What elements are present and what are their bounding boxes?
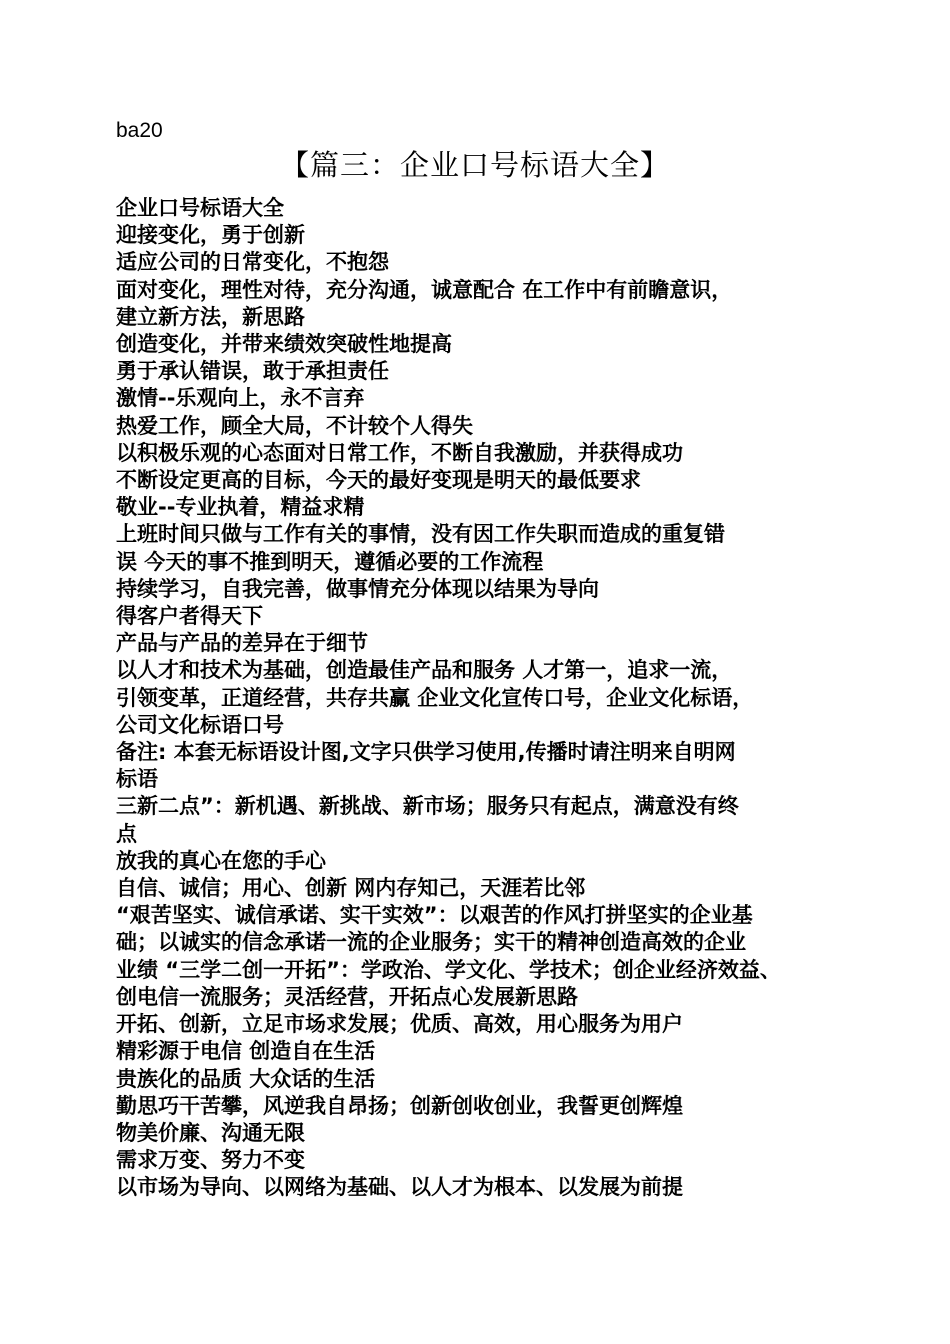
text-line: 以市场为导向、以网络为基础、以人才为根本、以发展为前提 bbox=[116, 1175, 683, 1200]
text-line: “艰苦坚实、诚信承诺、实干实效”：以艰苦的作风打拼坚实的企业基 bbox=[116, 903, 753, 928]
text-line: 敬业--专业执着，精益求精 bbox=[116, 495, 365, 520]
text-line: 业绩 “三学二创一开拓”：学政治、学文化、学技术；创企业经济效益、 bbox=[116, 957, 781, 982]
text-line: 企业口号标语大全 bbox=[116, 196, 284, 220]
text-line: 不断设定更高的目标，今天的最好变现是明天的最低要求 bbox=[116, 468, 641, 493]
text-line: 建立新方法，新思路 bbox=[116, 304, 305, 329]
text-line: 创造变化，并带来绩效突破性地提高 bbox=[116, 332, 452, 357]
text-line: 精彩源于电信 创造自在生活 bbox=[116, 1039, 376, 1064]
text-line: 面对变化，理性对待，充分沟通，诚意配合 在工作中有前瞻意识， bbox=[116, 277, 733, 302]
text-line: 需求万变、努力不变 bbox=[116, 1148, 305, 1173]
header-code: ba20 bbox=[116, 119, 163, 142]
text-line: 贵族化的品质 大众话的生活 bbox=[116, 1066, 376, 1091]
text-line: 产品与产品的差异在于细节 bbox=[116, 631, 368, 656]
text-line: 上班时间只做与工作有关的事情，没有因工作失职而造成的重复错 bbox=[116, 522, 725, 547]
text-line: 开拓、创新，立足市场求发展；优质、高效，用心服务为用户 bbox=[116, 1012, 683, 1037]
text-line: 适应公司的日常变化，不抱怨 bbox=[116, 250, 389, 275]
text-line: 以人才和技术为基础，创造最佳产品和服务 人才第一，追求一流， bbox=[116, 658, 733, 683]
text-line: 勤思巧干苦攀，风逆我自昂扬；创新创收创业，我誓更创辉煌 bbox=[116, 1093, 683, 1118]
text-line: 勇于承认错误，敢于承担责任 bbox=[116, 359, 389, 384]
slogan-list bbox=[116, 195, 846, 1202]
text-line: 以积极乐观的心态面对日常工作，不断自我激励，并获得成功 bbox=[116, 440, 683, 465]
text-line: 础；以诚实的信念承诺一流的企业服务；实干的精神创造高效的企业 bbox=[116, 930, 746, 955]
text-line: 物美价廉、沟通无限 bbox=[116, 1120, 305, 1145]
document-title: 【篇三：企业口号标语大全】 bbox=[279, 148, 670, 182]
text-line: 激情--乐观向上，永不言弃 bbox=[116, 386, 365, 411]
text-line: 持续学习，自我完善，做事情充分体现以结果为导向 bbox=[116, 576, 599, 601]
text-line: 热爱工作，顾全大局，不计较个人得失 bbox=[116, 413, 473, 438]
text-line: 标语 bbox=[116, 767, 158, 792]
text-line: 误 今天的事不推到明天，遵循必要的工作流程 bbox=[116, 549, 544, 574]
text-line: 备注: 本套无标语设计图,文字只供学习使用,传播时请注明来自明网 bbox=[116, 740, 736, 765]
text-line: 三新二点”：新机遇、新挑战、新市场；服务只有起点，满意没有终 bbox=[116, 794, 739, 819]
text-line: 放我的真心在您的手心 bbox=[116, 848, 326, 873]
text-line: 公司文化标语口号 bbox=[116, 712, 284, 737]
text-line: 点 bbox=[116, 821, 137, 846]
text-line: 引领变革，正道经营，共存共赢 企业文化宣传口号，企业文化标语， bbox=[116, 685, 754, 710]
text-line: 自信、诚信；用心、创新 网内存知己，天涯若比邻 bbox=[116, 876, 586, 901]
text-line: 迎接变化，勇于创新 bbox=[116, 223, 305, 248]
text-line: 得客户者得天下 bbox=[116, 604, 263, 629]
text-line: 创电信一流服务；灵活经营，开拓点心发展新思路 bbox=[116, 984, 578, 1009]
